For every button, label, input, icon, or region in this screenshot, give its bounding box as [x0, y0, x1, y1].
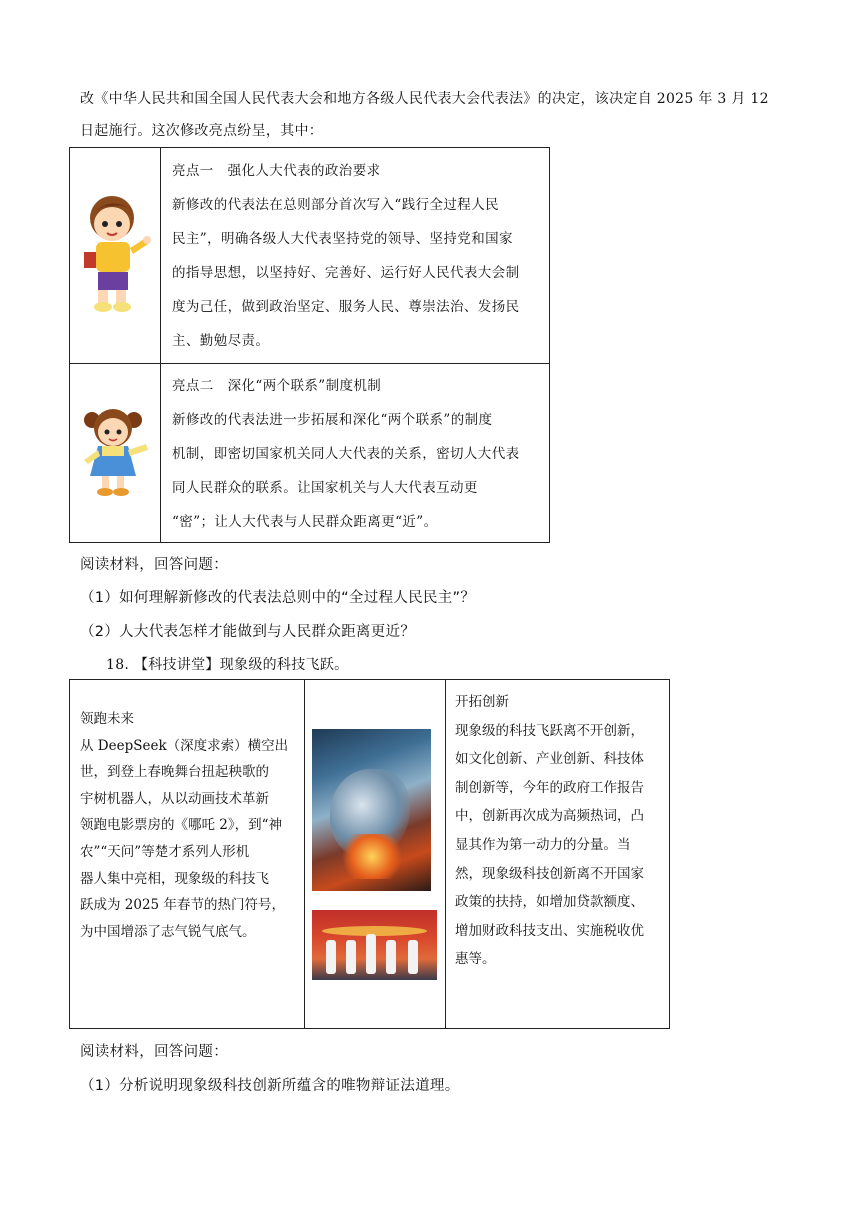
lead-future-cell: [80, 706, 300, 945]
highlight-1-line-1: 新修改的代表法在总则部分首次写入“践行全过程人民: [172, 197, 500, 213]
q17-question-1: （1）如何理解新修改的代表法总则中的“全过程人民民主”？: [80, 590, 476, 606]
highlight-2-line-1: 新修改的代表法进一步拓展和深化“两个联系”的制度: [172, 412, 493, 428]
highlight-2-line-3: 同人民群众的联系。让国家机关与人大代表互动更: [172, 480, 478, 496]
innovation-line-8: 增加财政科技支出、实施税收优: [455, 922, 644, 939]
innovation-cell: [455, 688, 665, 974]
highlights-table: [69, 147, 550, 543]
highlight-1-line-4: 度为己任，做到政治坚定、服务人民、尊崇法治、发扬民: [172, 299, 520, 315]
highlight-2-line-4: “密”；让人大代表与人民群众距离更“近”。: [172, 514, 438, 530]
dancing-robots-image: [312, 910, 437, 980]
q18-prompt: 阅读材料，回答问题：: [80, 1044, 228, 1060]
intro-line-2: 日起施行。这次修改亮点纷呈，其中：: [80, 123, 324, 139]
lead-future-line-7: 跃成为 2025 年春节的热门符号，: [80, 897, 285, 914]
innovation-line-4: 中，创新再次成为高频热词，凸: [455, 808, 644, 825]
movie-poster-image: [312, 729, 431, 891]
innovation-line-3: 制创新等，今年的政府工作报告: [455, 779, 644, 796]
highlight-1-line-3: 的指导思想，以坚持好、完善好、运行好人民代表大会制: [172, 265, 520, 281]
q18-title: 18. 【科技讲堂】现象级的科技飞跃。: [106, 657, 349, 673]
girl-cartoon-icon: [78, 404, 154, 500]
highlight-2-line-2: 机制，即密切国家机关同人大代表的关系，密切人大代表: [172, 446, 520, 462]
highlight-1-line-5: 主、勤勉尽责。: [172, 333, 270, 349]
lead-future-line-1: 从 DeepSeek（深度求索）横空出: [80, 737, 289, 754]
lead-future-line-5: 农”“天问”等楚才系列人形机: [80, 843, 250, 860]
lead-future-line-6: 器人集中亮相，现象级的科技飞: [80, 870, 269, 887]
innovation-line-6: 然，现象级科技创新离不开国家: [455, 865, 644, 882]
innovation-line-9: 惠等。: [455, 951, 496, 968]
tech-table: [69, 679, 670, 1029]
lead-future-title: 领跑未来: [80, 711, 134, 727]
innovation-line-5: 显其作为第一动力的分量。当: [455, 836, 631, 853]
boy-cartoon-icon: [78, 192, 154, 314]
intro-line-1: 改《中华人民共和国全国人民代表大会和地方各级人民代表大会代表法》的决定，该决定自 2025 年 3 月 12: [80, 91, 769, 107]
q17-question-2: （2）人大代表怎样才能做到与人民群众距离更近？: [80, 624, 416, 640]
innovation-line-1: 现象级的科技飞跃离不开创新，: [455, 722, 644, 739]
innovation-line-2: 如文化创新、产业创新、科技体: [455, 751, 644, 768]
q18-question-1: （1）分析说明现象级科技创新所蕴含的唯物辩证法道理。: [80, 1078, 460, 1094]
highlight-2-cell: [172, 369, 544, 539]
innovation-line-7: 政策的扶持，如增加贷款额度、: [455, 894, 644, 911]
lead-future-line-4: 领跑电影票房的《哪吒 2》，到“神: [80, 817, 283, 834]
lead-future-line-3: 宇树机器人，从以动画技术革新: [80, 790, 269, 807]
highlight-1-cell: [172, 154, 544, 358]
highlight-1-line-2: 民主”，明确各级人大代表坚持党的领导、坚持党和国家: [172, 231, 513, 247]
highlight-2-title: 亮点二 深化“两个联系”制度机制: [172, 378, 382, 394]
highlight-1-title: 亮点一 强化人大代表的政治要求: [172, 163, 381, 179]
lead-future-line-2: 世，到登上春晚舞台扭起秧歌的: [80, 764, 269, 781]
q17-prompt: 阅读材料，回答问题：: [80, 557, 228, 573]
innovation-title: 开拓创新: [455, 694, 509, 710]
lead-future-line-8: 为中国增添了志气锐气底气。: [80, 923, 256, 940]
